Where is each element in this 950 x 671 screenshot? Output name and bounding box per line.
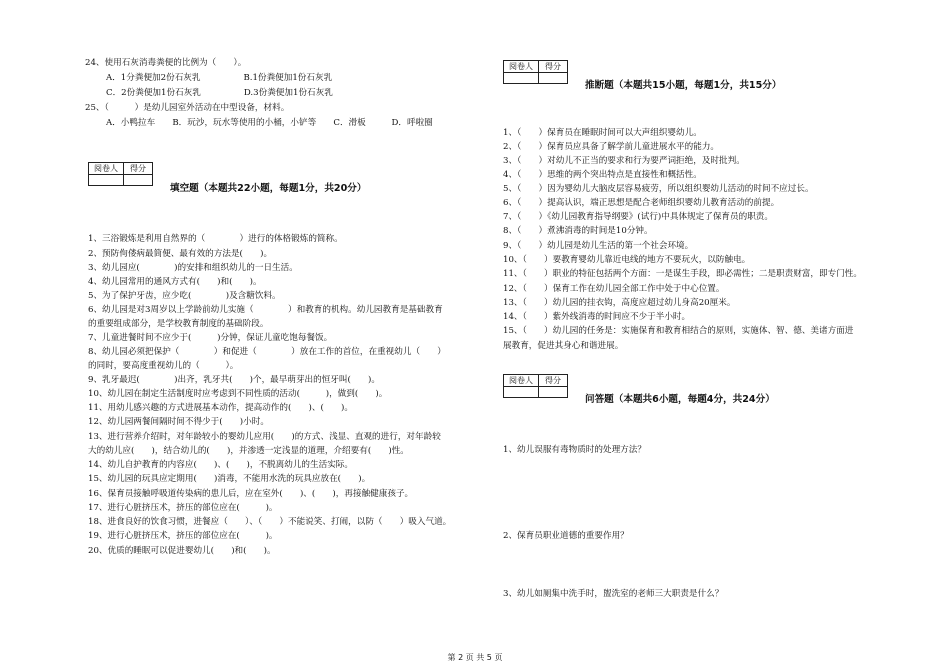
- section-title-qa: 问答题（本题共6小题，每题4分，共24分）: [585, 394, 775, 405]
- fill-line: 的重要组成部分，是学校教育制度的基础阶段。: [88, 319, 269, 329]
- fill-line: 12、幼儿园两餐间隔时间不得少于( )小时。: [88, 417, 269, 427]
- score-box: [88, 162, 153, 186]
- fill-line: 18、进食良好的饮食习惯，进餐应（ ）、（ ）不能说笑、打闹，以防（ ）吸入气道。: [88, 517, 452, 527]
- fill-line: 3、幼儿园应( )的安排和组织幼儿的一日生活。: [88, 263, 298, 273]
- reviewer-cell: [89, 175, 124, 186]
- reviewer-label: 阅卷人: [504, 375, 539, 387]
- fill-line: 13、进行营养介绍时，对年龄较小的婴幼儿应用( )的方式、浅显、直观的进行，对年龄较: [88, 432, 441, 442]
- score-box: [503, 374, 568, 398]
- judge-line: 1、（ ）保育员在睡眠时间可以大声组织婴幼儿。: [503, 128, 702, 138]
- fill-line: 1、三浴锻炼是利用自然界的（ ）进行的体格锻炼的简称。: [88, 234, 343, 244]
- judge-line: 11、（ ）职业的特征包括两个方面：一是谋生手段，即必需性；二是职责财富，即专门性。: [503, 269, 862, 279]
- fill-line: 7、儿童进餐时间不应少于( )分钟，保证儿童吃饱每餐饭。: [88, 333, 333, 343]
- judge-line: 3、（ ）对幼儿不正当的要求和行为要严词拒绝，及时批判。: [503, 156, 745, 166]
- judge-line: 12、（ ）保育工作在幼儿园全部工作中处于中心位置。: [503, 284, 725, 294]
- mc-line: 25、（ ）是幼儿园室外活动在中型设备，材料。: [85, 103, 290, 113]
- fill-line: 4、幼儿园常用的通风方式有( )和( )。: [88, 277, 262, 287]
- fill-line: 16、保育员接触呼吸道传染病的患儿后，应在室外( )、( )，再接触健康孩子。: [88, 489, 414, 499]
- fill-line: 大的幼儿应( )，结合幼儿的( )，并渗透一定浅显的道理，介绍要有( )性。: [88, 446, 409, 456]
- fill-line: 11、用幼儿感兴趣的方式进展基本动作，提高动作的( )、( )。: [88, 403, 353, 413]
- qa-line: 3、幼儿如厕集中洗手时，盥洗室的老师三大职责是什么？: [503, 589, 724, 599]
- mc-line: 24、使用石灰消毒粪便的比例为（ ）。: [85, 58, 247, 68]
- fill-line: 8、幼儿园必须把保护（ ）和促进（ ）放在工作的首位，在重视幼儿（ ）: [88, 347, 446, 357]
- score-cell: [539, 73, 568, 84]
- reviewer-cell: [504, 387, 539, 398]
- fill-line: 15、幼儿园的玩具应定期用( )消毒，不能用水洗的玩具应放在( )。: [88, 474, 371, 484]
- reviewer-cell: [504, 73, 539, 84]
- score-label: 得分: [539, 61, 568, 73]
- judge-line: 2、（ ）保育员应具备了解学前儿童进展水平的能力。: [503, 142, 720, 152]
- judge-line: 14、（ ）紫外线消毒的时间应不少于半小时。: [503, 312, 691, 322]
- reviewer-label: 阅卷人: [89, 163, 124, 175]
- fill-line: 6、幼儿园是对3周岁以上学龄前幼儿实施（ ）和教育的机构。幼儿园教育是基础教育: [88, 305, 443, 315]
- page-footer: 第 2 页 共 5 页: [447, 653, 503, 662]
- judge-line: 展教育，促进其身心和谐进展。: [503, 341, 624, 351]
- judge-line: 4、（ ）思维的两个突出特点是直接性和概括性。: [503, 170, 702, 180]
- section-title-judge: 推断题（本题共15小题，每题1分，共15分）: [585, 80, 782, 91]
- judge-line: 8、（ ）煮沸消毒的时间是10分钟。: [503, 226, 653, 236]
- fill-line: 2、预防佝偻病最简便、最有效的方法是( )。: [88, 249, 273, 259]
- fill-line: 20、优质的睡眠可以促进婴幼儿( )和( )。: [88, 546, 276, 556]
- judge-line: 10、（ ）要教育婴幼儿靠近电线的地方不要玩火，以防触电。: [503, 255, 751, 265]
- judge-line: 15、（ ）幼儿园的任务是：实施保育和教育相结合的原则，实施体、智、德、美诸方面进: [503, 326, 854, 336]
- fill-line: 9、乳牙最迟( )出齐，乳牙共( )个，最早萌芽出的恒牙叫( )。: [88, 375, 380, 385]
- mc-line: A．小鸭拉车 B．玩沙，玩水等使用的小桶，小铲等 C．滑板 D．呼啦圈: [106, 118, 433, 128]
- mc-line: A．1分粪便加2份石灰乳 B.1份粪便加1份石灰乳: [106, 73, 333, 83]
- reviewer-label: 阅卷人: [504, 61, 539, 73]
- qa-line: 2、保育员职业道德的重要作用？: [503, 531, 629, 541]
- judge-line: 5、（ ）因为婴幼儿大脑皮层容易疲劳，所以组织婴幼儿活动的时间不应过长。: [503, 184, 814, 194]
- fill-line: 10、幼儿园在制定生活制度时应考虑到不同性质的活动( )，做到( )。: [88, 389, 388, 399]
- score-cell: [539, 387, 568, 398]
- score-cell: [124, 175, 153, 186]
- score-box: [503, 60, 568, 84]
- judge-line: 6、（ ）提高认识，端正思想是配合老师组织婴幼儿教育活动的前提。: [503, 198, 780, 208]
- judge-line: 9、（ ）幼儿园是幼儿生活的第一个社会环境。: [503, 241, 694, 251]
- judge-line: 7、（ ）《幼儿园教育指导纲要》(试行)中具体规定了保育员的职责。: [503, 212, 773, 222]
- section-title-fill: 填空题（本题共22小题，每题1分，共20分）: [170, 183, 367, 194]
- qa-line: 1、幼儿误服有毒物质时的处理方法？: [503, 445, 646, 455]
- fill-line: 5、为了保护牙齿，应少吃( )及含糖饮料。: [88, 291, 281, 301]
- mc-line: C．2份粪便加1份石灰乳 D.3份粪便加1份石灰乳: [106, 88, 333, 98]
- fill-line: 19、进行心脏挤压术，挤压的部位应在( )。: [88, 531, 278, 541]
- fill-line: 17、进行心脏挤压术，挤压的部位应在( )。: [88, 503, 278, 513]
- score-label: 得分: [124, 163, 153, 175]
- judge-line: 13、（ ）幼儿园的挂衣钩，高度应超过幼儿身高20厘米。: [503, 298, 736, 308]
- score-label: 得分: [539, 375, 568, 387]
- fill-line: 的同时，要高度重视幼儿的（ ）。: [88, 361, 239, 371]
- fill-line: 14、幼儿自护教育的内容应( )、( )，不脱离幼儿的生活实际。: [88, 460, 353, 470]
